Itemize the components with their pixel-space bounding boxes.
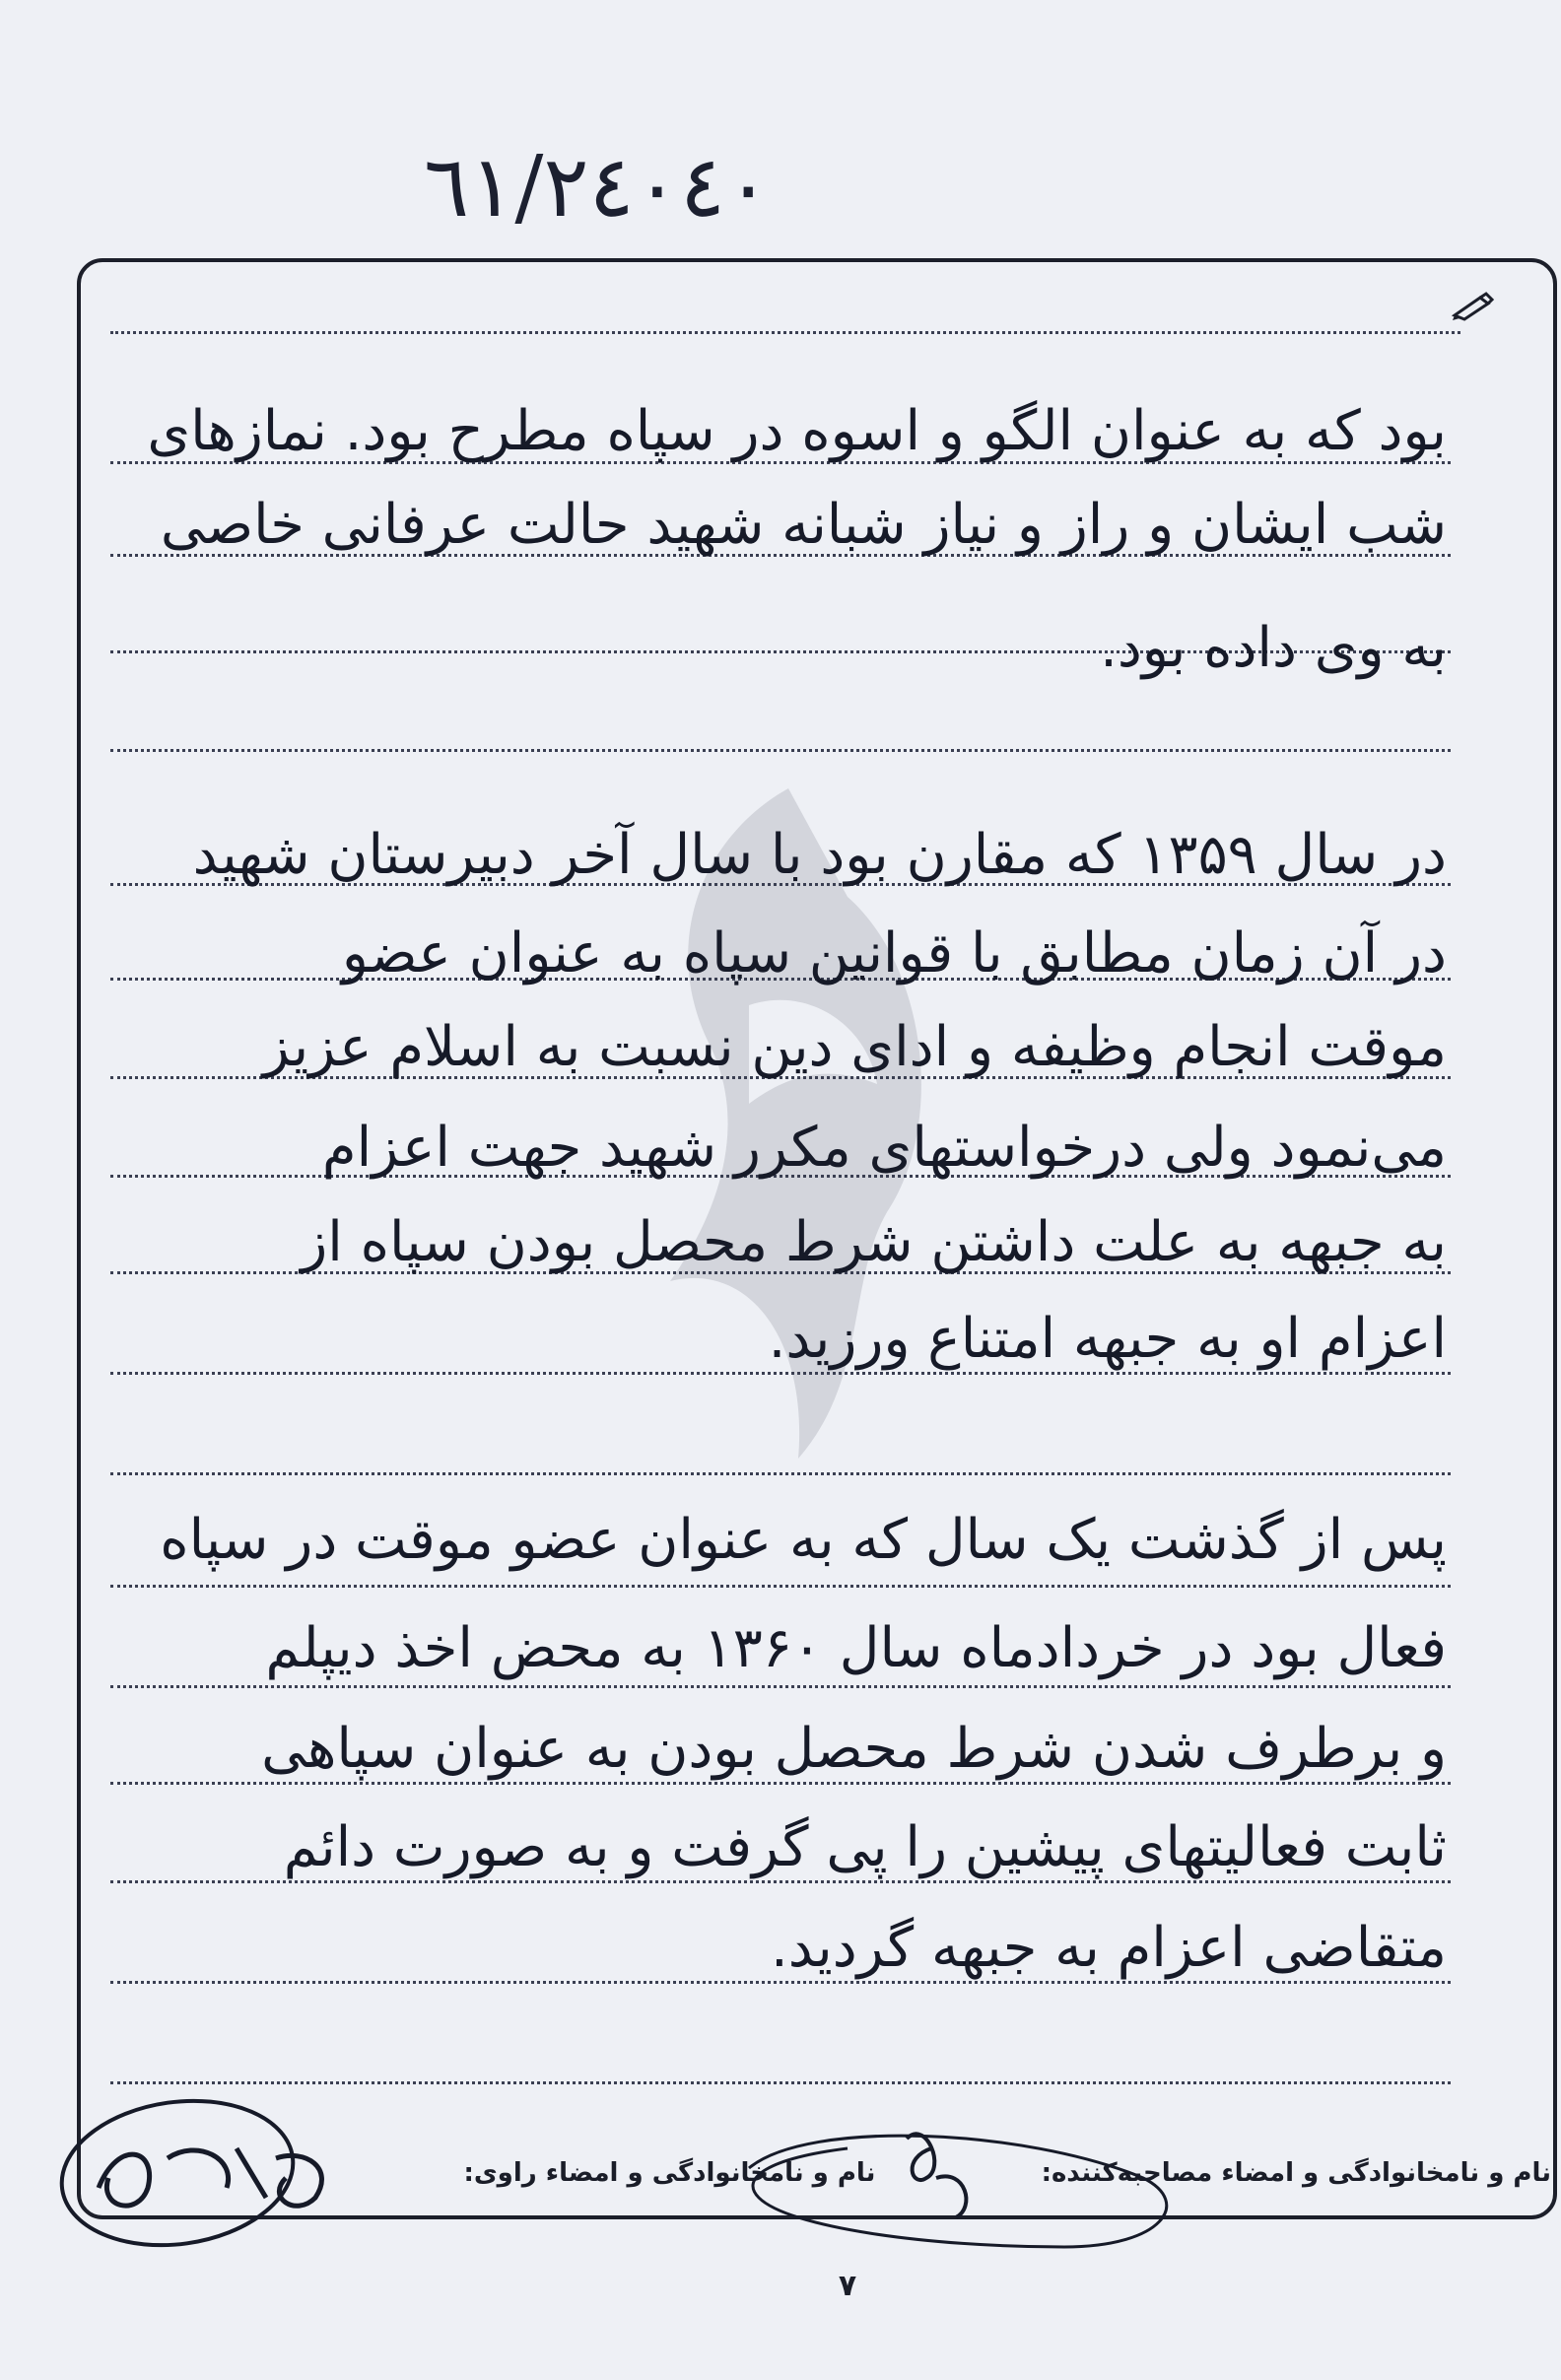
text-line: متقاضی اعزام به جبهه گردید.: [770, 1916, 1447, 1980]
text-line: می‌نمود ولی درخواستهای مکرر شهید جهت اعزام: [321, 1116, 1447, 1180]
text-line: موقت انجام وظیفه و ادای دین نسبت به اسلام عزیز: [262, 1015, 1447, 1079]
text-line: اعزام او به جبهه امتناع ورزید.: [768, 1307, 1447, 1371]
rule-line: [110, 1981, 1451, 1984]
text-line: پس از گذشت یک سال که به عنوان عضو موقت در سپاه: [160, 1508, 1447, 1572]
text-line: در آن زمان مطابق با قوانین سپاه به عنوان عضو: [341, 921, 1447, 986]
rule-line: [110, 1782, 1451, 1785]
page-number: ٧: [838, 2269, 857, 2303]
text-line: ثابت فعالیتهای پیشین را پی گرفت و به صورت دائم: [283, 1815, 1447, 1879]
interviewer-label: نام و نامخانوادگی و امضاء مصاحبه‌کننده:: [1041, 2158, 1551, 2188]
text-line: در سال ۱۳۵۹ که مقارن بود با سال آخر دبیرستان شهید: [192, 823, 1447, 887]
rule-line: [110, 749, 1451, 752]
text-line: به وی داده بود.: [1100, 616, 1447, 680]
narrator-signature: [39, 2079, 365, 2257]
interviewer-signature: [729, 2109, 1202, 2257]
rule-line: [110, 1880, 1451, 1883]
rule-line: [110, 1585, 1451, 1588]
text-line: فعال بود در خردادماه سال ۱۳۶۰ به محض اخذ دیپلم: [265, 1616, 1447, 1680]
text-line: شب ایشان و راز و نیاز شبانه شهید حالت عرفانی خاصی: [160, 493, 1447, 557]
form-number: ٦١/٢٤٠٤٠: [424, 138, 772, 237]
rule-line: [110, 1685, 1451, 1688]
text-line: به جبهه به علت داشتن شرط محصل بودن سپاه از: [301, 1210, 1447, 1274]
narrator-label: نام و نامخانوادگی و امضاء راوی:: [463, 2158, 876, 2188]
text-line: و برطرف شدن شرط محصل بودن به عنوان سپاهی: [261, 1717, 1447, 1781]
rule-line: [110, 1472, 1451, 1475]
rule-line: [110, 1372, 1451, 1375]
rule-line: [110, 331, 1460, 334]
text-line: بود که به عنوان الگو و اسوه در سپاه مطرح بود. نمازهای: [147, 399, 1447, 463]
pen-icon: [1451, 292, 1494, 321]
